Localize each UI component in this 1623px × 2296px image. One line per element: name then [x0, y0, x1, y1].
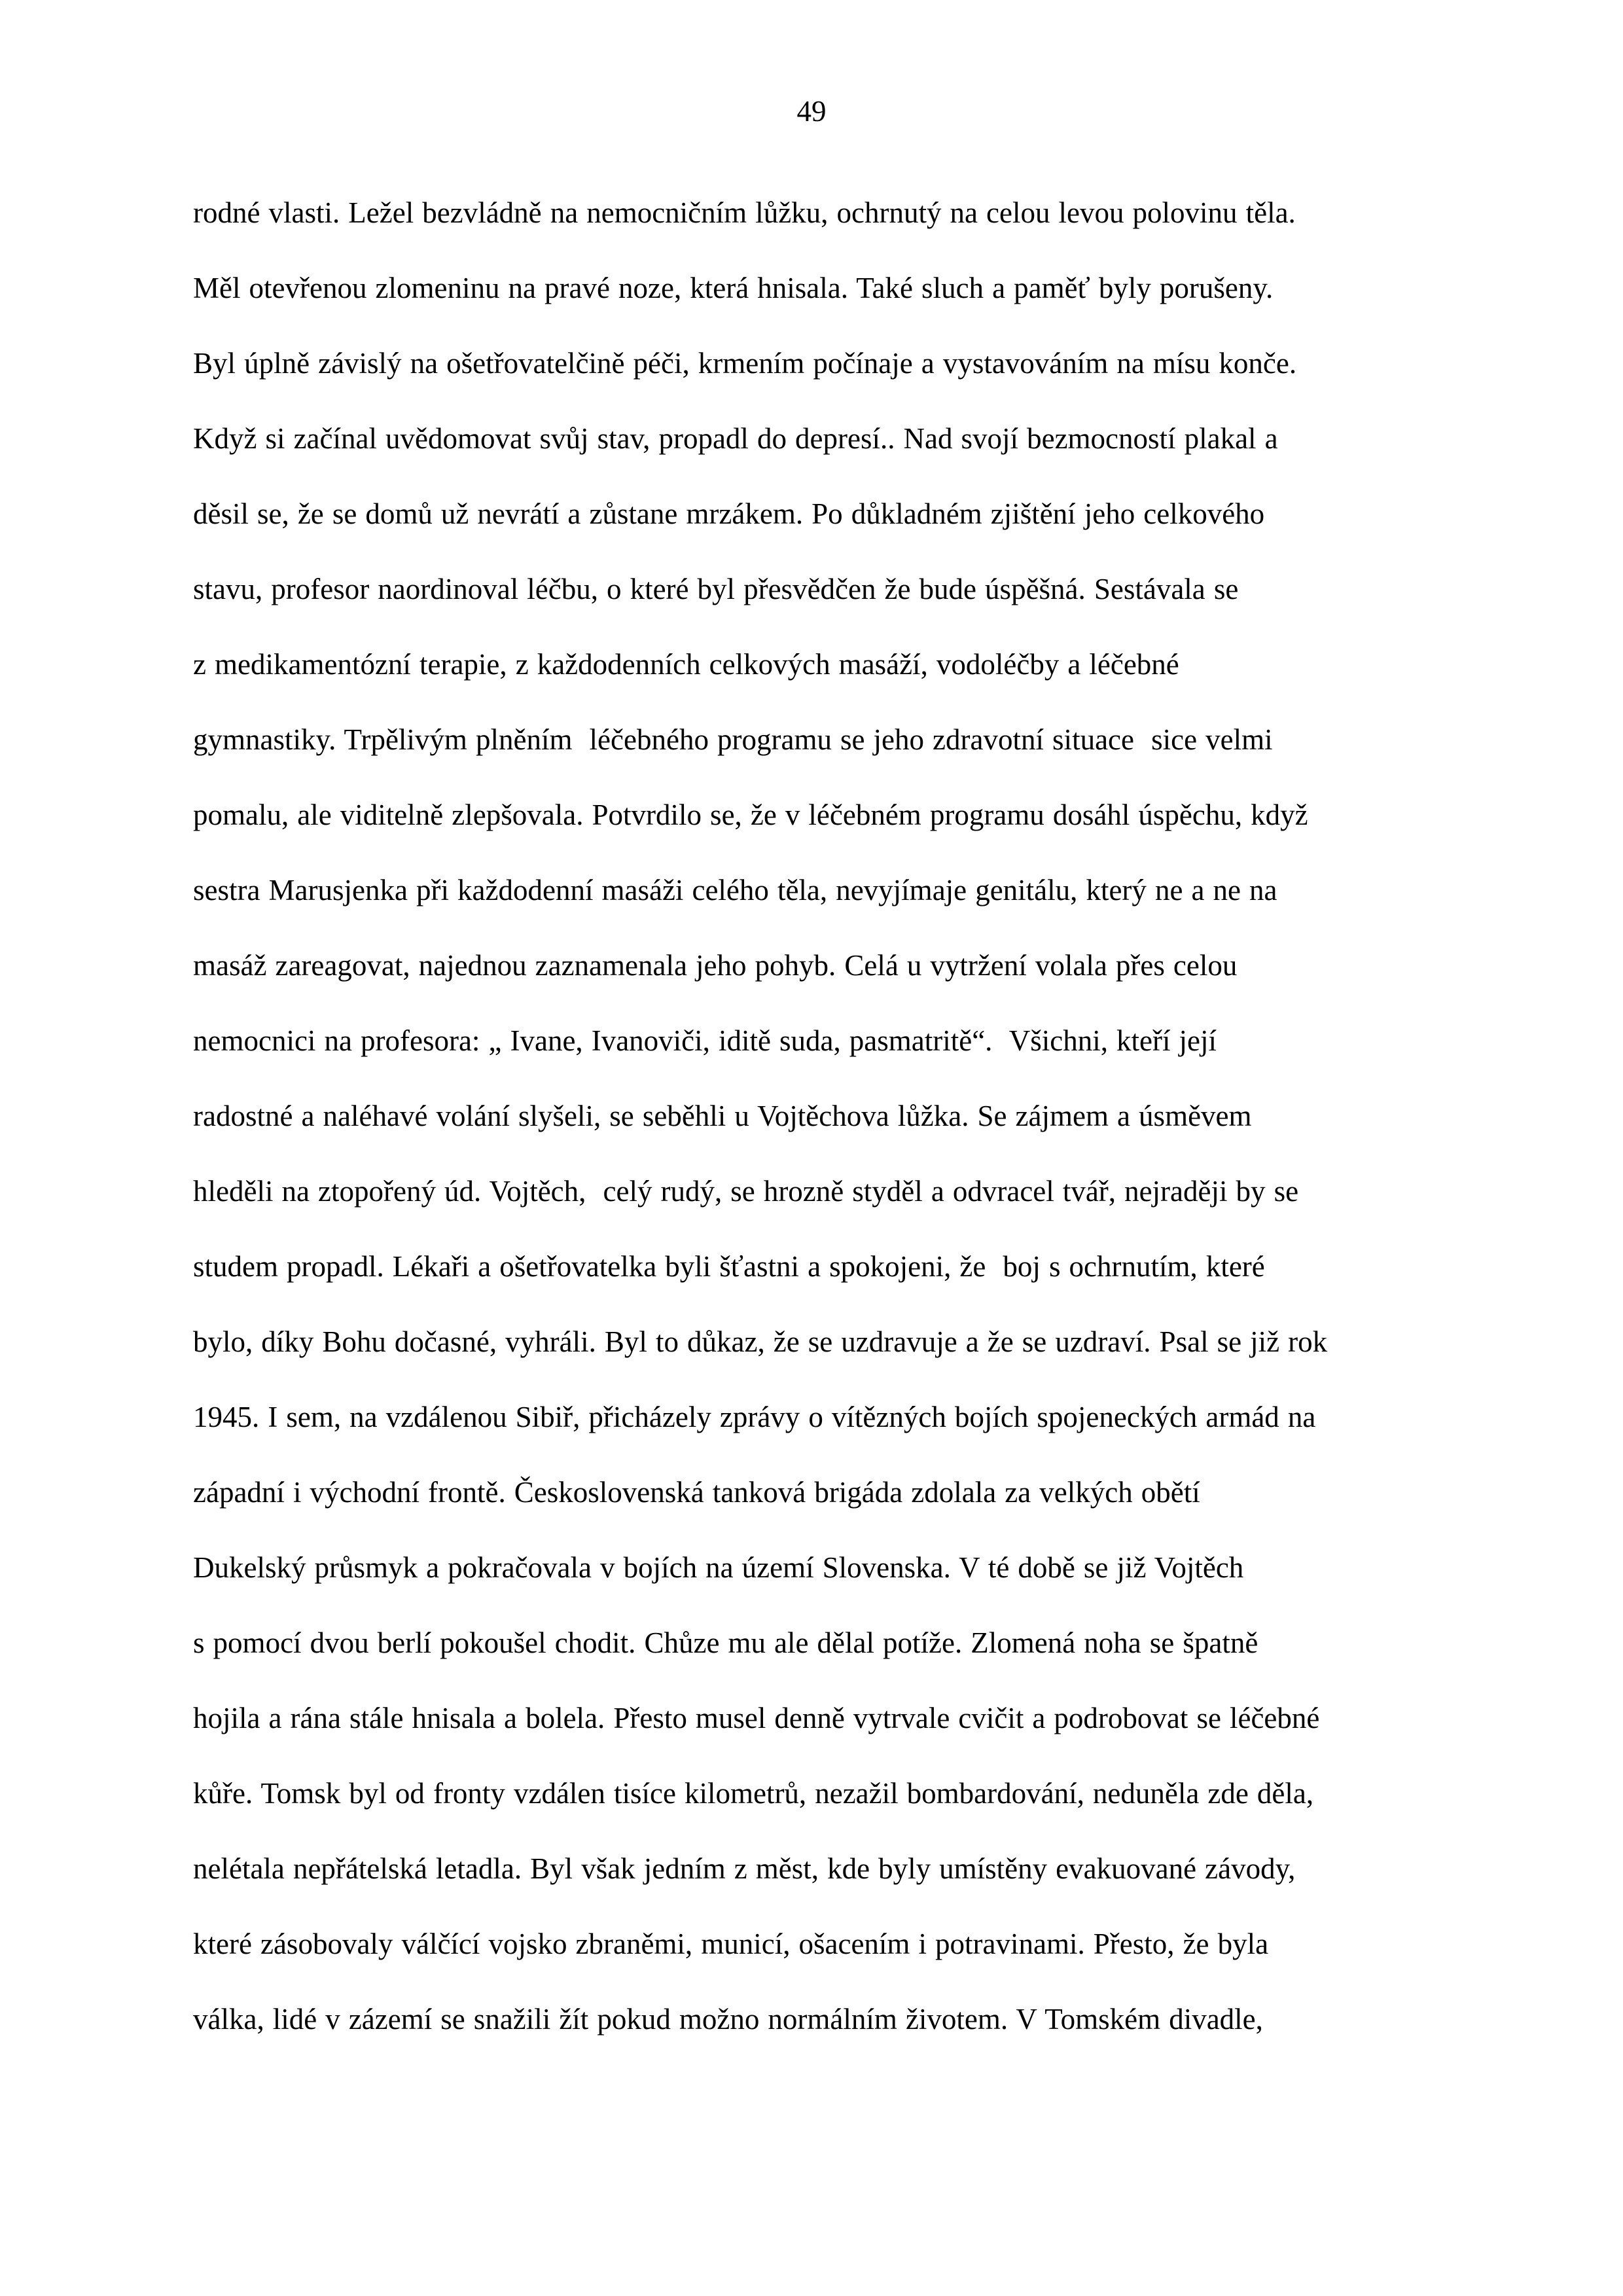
text-line: pomalu, ale viditelně zlepšovala. Potvrdilo se, že v léčebném programu dosáhl úspěchu, když	[193, 798, 1308, 831]
text-line: Když si začínal uvědomovat svůj stav, propadl do depresí.. Nad svojí bezmocností plakal a	[193, 422, 1278, 455]
text-line: válka, lidé v zázemí se snažili žít pokud možno normálním životem. V Tomském divadle,	[193, 2003, 1263, 2036]
text-line: studem propadl. Lékaři a ošetřovatelka byli šťastni a spokojeni, že boj s ochrnutím, které	[193, 1250, 1265, 1283]
text-line: kůře. Tomsk byl od fronty vzdálen tisíce kilometrů, nezažil bombardování, neduněla zde děla,	[193, 1777, 1314, 1810]
text-line: které zásobovaly válčící vojsko zbraněmi, municí, ošacením i potravinami. Přesto, že byla	[193, 1928, 1269, 1960]
text-line: masáž zareagovat, najednou zaznamenala jeho pohyb. Celá u vytržení volala přes celou	[193, 949, 1238, 982]
text-line: hojila a rána stále hnisala a bolela. Přesto musel denně vytrvale cvičit a podrobovat se léčebné	[193, 1702, 1320, 1734]
text-line: stavu, profesor naordinoval léčbu, o které byl přesvědčen že bude úspěšná. Sestávala se	[193, 573, 1239, 605]
text-line: s pomocí dvou berlí pokoušel chodit. Chůze mu ale dělal potíže. Zlomená noha se špatně	[193, 1626, 1258, 1659]
text-line: nelétala nepřátelská letadla. Byl však jedním z měst, kde byly umístěny evakuované závody,	[193, 1852, 1296, 1885]
text-line: z medikamentózní terapie, z každodenních celkových masáží, vodoléčby a léčebné	[193, 648, 1179, 681]
text-line: děsil se, že se domů už nevrátí a zůstane mrzákem. Po důkladném zjištění jeho celkového	[193, 497, 1265, 530]
page-number: 49	[796, 95, 827, 128]
text-line: rodné vlasti. Ležel bezvládně na nemocničním lůžku, ochrnutý na celou levou polovinu těla.	[193, 196, 1296, 229]
text-line: západní i východní frontě. Československá tanková brigáda zdolala za velkých obětí	[193, 1476, 1200, 1509]
text-line: Měl otevřenou zlomeninu na pravé noze, která hnisala. Také sluch a paměť byly porušeny.	[193, 272, 1274, 304]
text-line: bylo, díky Bohu dočasné, vyhráli. Byl to důkaz, že se uzdravuje a že se uzdraví. Psal se již rok	[193, 1325, 1328, 1358]
text-line: hleděli na ztopořený úd. Vojtěch, celý rudý, se hrozně styděl a odvracel tvář, nejraději by se	[193, 1175, 1299, 1208]
text-line: gymnastiky. Trpělivým plněním léčebného programu se jeho zdravotní situace sice velmi	[193, 723, 1273, 756]
text-line: nemocnici na profesora: „ Ivane, Ivanoviči, iditě suda, pasmatritě“. Všichni, kteří její	[193, 1024, 1217, 1057]
text-line: radostné a naléhavé volání slyšeli, se seběhli u Vojtěchova lůžka. Se zájmem a úsměvem	[193, 1100, 1252, 1132]
text-line: sestra Marusjenka při každodenní masáži celého těla, nevyjímaje genitálu, který ne a ne na	[193, 874, 1277, 906]
body-text	[193, 175, 1469, 2057]
text-line: Dukelský průsmyk a pokračovala v bojích na území Slovenska. V té době se již Vojtěch	[193, 1551, 1244, 1584]
text-line: Byl úplně závislý na ošetřovatelčině péči, krmením počínaje a vystavováním na mísu konče.	[193, 347, 1297, 380]
text-line: 1945. I sem, na vzdálenou Sibiř, přicházely zprávy o vítězných bojích spojeneckých armád na	[193, 1401, 1316, 1433]
